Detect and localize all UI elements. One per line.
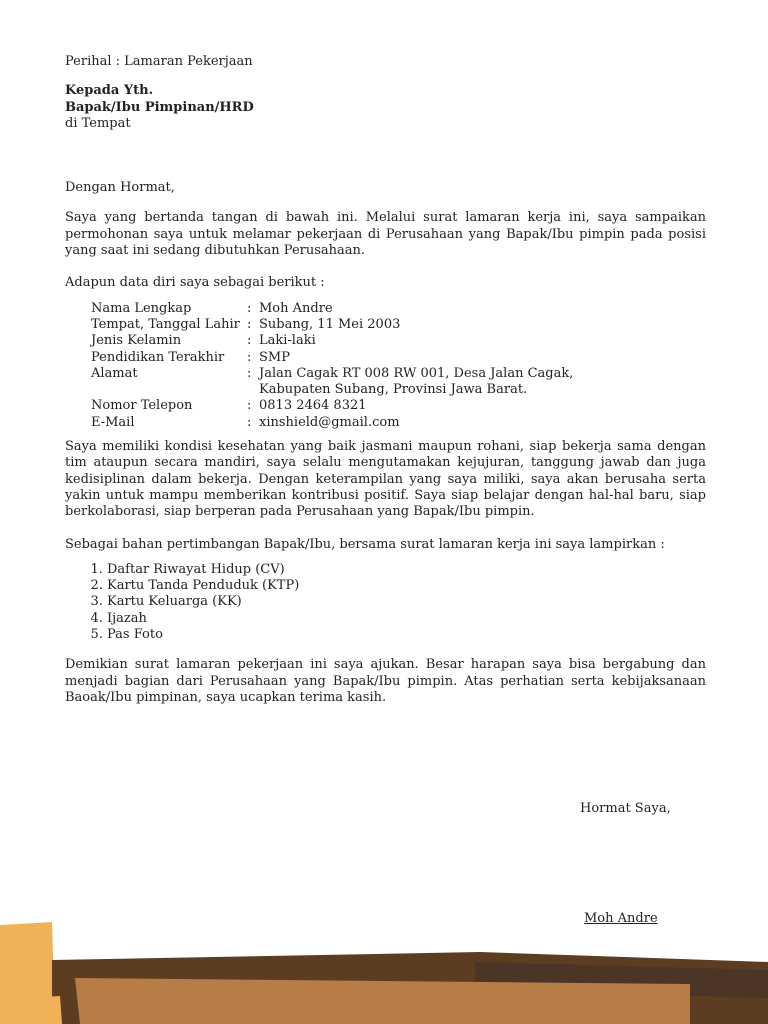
data-separator: : [247, 398, 252, 414]
data-label: Tempat, Tanggal Lahir [91, 316, 240, 332]
data-separator: : [247, 333, 252, 349]
data-label: Jenis Kelamin [91, 333, 182, 349]
data-label: Nama Lengkap [91, 300, 192, 316]
recipient-name: Bapak/Ibu Pimpinan/HRD [65, 99, 254, 115]
address-line-2: Kabupaten Subang, Provinsi Jawa Barat. [259, 382, 528, 398]
data-intro: Adapun data diri saya sebagai berikut : [65, 275, 325, 291]
list-item: 1. Daftar Riwayat Hidup (CV) [107, 562, 706, 578]
closing-paragraph: Demikian surat lamaran pekerjaan ini saya ajukan. Besar harapan saya bisa bergabung dan menjadi bagian dari Perusahaan yang Bapak/Ibu pimpin. Atas perhatian serta kebijaksanaan Baoak/Ibu pimpinan, saya ucapkan terima kasih. [65, 657, 706, 705]
data-value: Moh Andre [259, 300, 333, 316]
data-separator: : [247, 300, 252, 316]
list-item: 2. Kartu Tanda Penduduk (KTP) [107, 578, 706, 594]
deco-band-mid [75, 978, 690, 1024]
letter-subject: Perihal : Lamaran Pekerjaan [65, 54, 253, 69]
greeting: Dengan Hormat, [65, 180, 175, 196]
data-value [259, 366, 573, 399]
data-value: 0813 2464 8321 [259, 398, 367, 414]
decorative-footer-bands [0, 900, 768, 1024]
recipient-block [65, 83, 706, 132]
data-value: SMP [259, 349, 290, 365]
data-separator: : [247, 365, 252, 381]
list-item: 5. Pas Foto [107, 627, 706, 643]
data-row-gender [91, 333, 573, 349]
list-item: 4. Ijazah [107, 611, 706, 627]
data-value: xinshield@gmail.com [259, 414, 400, 430]
data-row-email [91, 415, 573, 431]
personal-data-table [91, 301, 573, 431]
recipient-location: di Tempat [65, 115, 131, 131]
signoff: Hormat Saya, [580, 801, 671, 816]
data-row-education [91, 350, 573, 366]
deco-band-light-bottom [0, 996, 62, 1024]
data-label: E-Mail [91, 414, 135, 430]
data-value: Subang, 11 Mei 2003 [259, 316, 401, 332]
data-row-name [91, 301, 573, 317]
list-item: 3. Kartu Keluarga (KK) [107, 594, 706, 610]
intro-paragraph: Saya yang bertanda tangan di bawah ini. Melalui surat lamaran kerja ini, saya sampaikan permohonan saya untuk melamar pekerjaan di Perusahaan yang Bapak/Ibu pimpin pada posisi yang saat ini sedang dibutuhkan Perusahaan. [65, 210, 706, 259]
address-line-1: Jalan Cagak RT 008 RW 001, Desa Jalan Cagak, [259, 365, 574, 381]
data-label: Nomor Telepon [91, 398, 193, 414]
data-row-address [91, 366, 573, 399]
data-separator: : [247, 349, 252, 365]
data-label: Alamat [91, 365, 138, 381]
data-separator: : [247, 414, 252, 430]
letter-body [65, 54, 706, 722]
data-separator: : [247, 316, 252, 332]
data-row-birth [91, 317, 573, 333]
signature-name: Moh Andre [584, 911, 658, 926]
data-row-phone [91, 398, 573, 414]
recipient-salutation: Kepada Yth. [65, 83, 154, 99]
data-label: Pendidikan Terakhir [91, 349, 225, 365]
body-paragraph: Saya memiliki kondisi kesehatan yang baik jasmani maupun rohani, siap bekerja sama dengan tim ataupun secara mandiri, saya selalu mengutamakan kejujuran, tanggung jawab dan juga kedisiplinan dalam bekerja. Dengan keterampilan yang saya miliki, saya akan berusaha serta yakin untuk mampu memberikan kontribusi positif. Saya siap belajar dengan hal-hal baru, siap berkolaborasi, siap berperan pada Perusahaan yang Bapak/Ibu pimpin. [65, 439, 706, 520]
data-value: Laki-laki [259, 333, 316, 349]
attachments-intro: Sebagai bahan pertimbangan Bapak/Ibu, bersama surat lamaran kerja ini saya lampirkan : [65, 536, 665, 552]
attachments-list [65, 562, 706, 643]
